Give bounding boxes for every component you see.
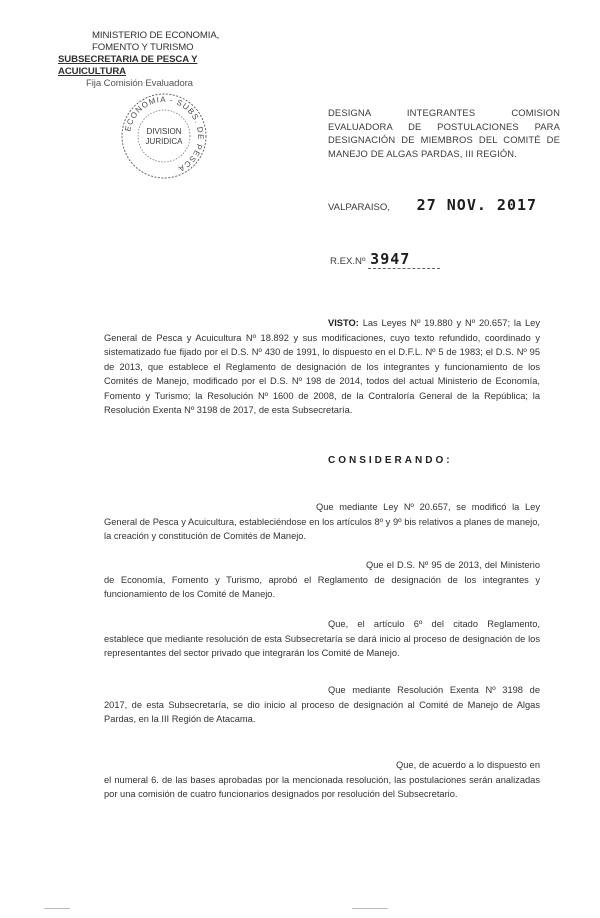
footer-scan-marks [44, 906, 564, 912]
visto-text: Las Leyes Nº 19.880 y Nº 20.657; la Ley General de Pesca y Acuicultura Nº 18.892 y sus modificaciones, cuyo texto refundido, coordinado y sistematizado fue fijado por el D.S. Nº 430 de 1991, lo dispuesto en el D.F.L. Nº 5 de 1983; el D.S. Nº 95 de 2013, que establece el Reglamento de designación de los integrantes y funcionamiento de los Comités de Manejo, modificado por el D.S. Nº 198 de 2014, todos del actual Ministerio de Economía, Fomento y Turismo; la Resolución Nº 1600 de 2008, de la Contraloría General de la República; la Resolución Exenta Nº 3198 de 2017, de esta Subsecretaría. [104, 318, 540, 415]
resolution-number-line [330, 250, 440, 269]
rex-label: R.EX.Nº [330, 256, 366, 267]
considerando-heading: CONSIDERANDO: [328, 455, 453, 466]
letterhead [58, 30, 258, 90]
footer-mark [44, 908, 70, 909]
resolution-subject: DESIGNA INTEGRANTES COMISION EVALUADORA DE POSTULACIONES PARA DESIGNACIÓN DE MIEMBROS DEL COMITÉ DE MANEJO DE ALGAS PARDAS, III REGIÓN. [328, 107, 560, 159]
subsecretaria-name: SUBSECRETARIA DE PESCA Y ACUICULTURA [58, 54, 198, 77]
visto-paragraph [104, 316, 540, 418]
considerando-paragraph-2: Que el D.S. Nº 95 de 2013, del Ministerio de Economía, Fomento y Turismo, aprobó el Reglamento de designación de los integrantes y funcionamiento de los Comité de Manejo. [104, 560, 540, 599]
footer-mark [352, 908, 388, 909]
visto-label: VISTO: [328, 318, 359, 328]
date-stamp: 27 NOV. 2017 [416, 196, 538, 214]
rex-number: 3947 [368, 250, 440, 269]
considerando-paragraph-1: Que mediante Ley Nº 20.657, se modificó la Ley General de Pesca y Acuicultura, estableciéndose en los artículos 8º y 9º bis relativos a planes de manejo, la creación y constitución de Comités de Manejo. [104, 502, 540, 541]
document-summary: Fija Comisión Evaluadora [86, 78, 193, 89]
considerando-paragraph-5: Que, de acuerdo a lo dispuesto en el numeral 6. de las bases aprobadas por la mencionada resolución, las postulaciones serán analizadas por una comisión de cuatro funcionarios designados por resolución del Subsecretario. [104, 760, 540, 799]
considerando-paragraph-4: Que mediante Resolución Exenta Nº 3198 de 2017, de esta Subsecretaría, se dio inicio al proceso de designación al Comité de Manejo de Algas Pardas, en la III Región de Atacama. [104, 685, 540, 724]
stamp-center-line2: JURIDICA [145, 137, 183, 146]
ministry-name: MINISTERIO DE ECONOMIA, [92, 30, 220, 41]
considerando-paragraph-3: Que, el artículo 6º del citado Reglamento, establece que mediante resolución de esta Subsecretaría se dará inicio al proceso de designación de los representantes del sector privado que integrarán los Comité de Manejo. [104, 619, 540, 658]
stamp-center-line1: DIVISION [146, 127, 182, 136]
ministry-subtitle: FOMENTO Y TURISMO [92, 42, 194, 53]
place-label: VALPARAISO, [328, 202, 391, 213]
official-stamp [118, 90, 210, 182]
stamp-ring-text: ECONOMIA - SUBS. DE PESCA [123, 94, 206, 174]
stamp-seal-icon [118, 90, 210, 182]
place-date-line [328, 196, 568, 214]
